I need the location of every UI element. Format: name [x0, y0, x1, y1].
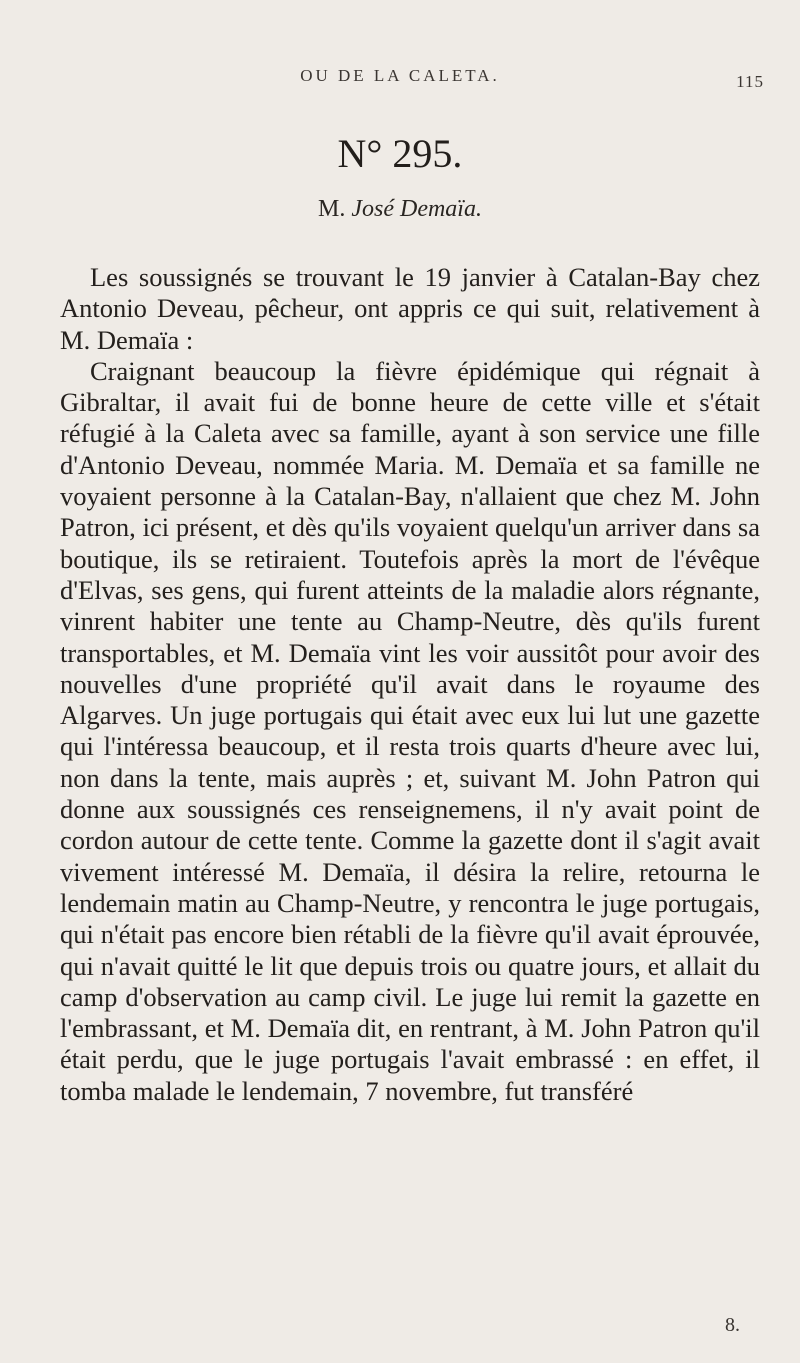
body-text [60, 262, 760, 1107]
author-line [0, 196, 800, 223]
author-prefix: M. [318, 196, 346, 222]
printer-signature-mark: 8. [725, 1314, 740, 1336]
author-name: José Demaïa. [351, 196, 482, 222]
paragraph-main: Craignant beaucoup la fièvre épidémique qui régnait à Gibraltar, il avait fui de bonne heure de cette ville et s'était réfugié à la Caleta avec sa famille, ayant à son service une fille d'Antonio Deveau, nommée Maria. M. Demaïa et sa famille ne voyaient personne à la Catalan-Bay, n'allaient que chez M. John Patron, ici présent, et dès qu'ils voyaient quelqu'un arriver dans sa boutique, ils se retiraient. Toutefois après la mort de l'évêque d'Elvas, ses gens, qui furent atteints de la maladie alors régnante, vinrent habiter une tente au Champ-Neutre, dès qu'ils furent transportables, et M. Demaïa vint les voir aussitôt pour avoir des nouvelles d'une propriété qu'il avait dans le royaume des Algarves. Un juge portugais qui était avec eux lui lut une gazette qui l'intéressa beaucoup, et il resta trois quarts d'heure avec lui, non dans la tente, mais auprès ; et, suivant M. John Patron qui donne aux soussignés ces renseignemens, il n'y avait point de cordon autour de cette tente. Comme la gazette dont il s'agit avait vivement intéressé M. Demaïa, il désira la relire, retourna le lendemain matin au Champ-Neutre, y rencontra le juge portugais, qui n'était pas encore bien rétabli de la fièvre qu'il avait éprouvée, qui n'avait quitté le lit que depuis trois ou quatre jours, et allait du camp d'observation au camp civil. Le juge lui remit la gazette en l'embrassant, et M. Demaïa dit, en rentrant, à M. John Patron qu'il était perdu, que le juge portugais l'avait embrassé : en effet, il tomba malade le lendemain, 7 novembre, fut transféré [60, 355, 760, 1106]
document-number: N° 295. [337, 131, 463, 176]
paragraph-intro: Les soussignés se trouvant le 19 janvier à Catalan-Bay chez Antonio Deveau, pêcheur, ont appris ce qui suit, relativement à M. Demaïa : [60, 262, 760, 355]
page-number: 115 [736, 72, 764, 91]
running-title: OU DE LA CALETA. [300, 66, 500, 85]
